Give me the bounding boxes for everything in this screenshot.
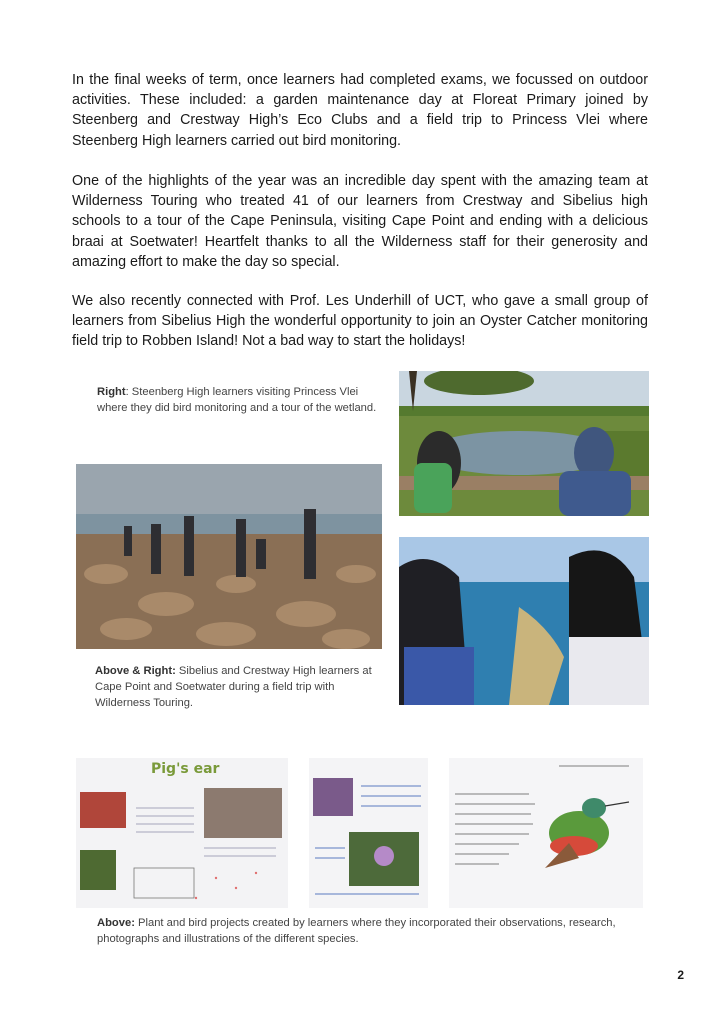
photo-rocky-shore bbox=[76, 464, 382, 649]
caption-princess-vlei bbox=[97, 384, 382, 416]
poster-sunbird-illustration bbox=[449, 758, 643, 908]
wilderness-paragraph: One of the highlights of the year was an incredible day spent with the amazing team at Wilderness Touring who treated 41 of our learners from Crestway and Sibelius high schools to a tour of the Cape Peninsula, visiting Cape Point and ending with a delicious braai at Soetwater! Heartfelt thanks to all the Wilderness staff for their generosity and amazing effort to make the day so special. bbox=[72, 173, 648, 270]
robben-island-paragraph: We also recently connected with Prof. Les Underhill of UCT, who gave a small group of learners from Sibelius High the wonderful opportunity to join an Oyster Catcher monitoring field trip to Robben Island! Not a bad way to start the holidays! bbox=[72, 293, 648, 350]
poster-flower-project bbox=[309, 758, 428, 908]
poster-title: Pig's ear bbox=[151, 761, 220, 777]
poster-pigs-ear bbox=[76, 758, 288, 908]
caption-projects bbox=[97, 915, 652, 947]
caption-text: : Steenberg High learners visiting Princess Vlei where they did bird monitoring and a tour of the wetland. bbox=[97, 386, 377, 414]
caption-label: Right bbox=[97, 386, 126, 398]
caption-label: Above & Right: bbox=[95, 665, 176, 677]
intro-paragraph: In the final weeks of term, once learners had completed exams, we focussed on outdoor activities. These included: a garden maintenance day at Floreat Primary joined by Steenberg and Crestway High’s Eco Clubs and a field trip to Princess Vlei where Steenberg High learners carried out bird monitoring. bbox=[72, 72, 648, 149]
photo-cape-point bbox=[399, 537, 649, 705]
caption-text: Plant and bird projects created by learners where they incorporated their observations, research, photographs and illustrations of the different species. bbox=[97, 917, 616, 945]
caption-cape-point bbox=[95, 663, 385, 711]
caption-text: Sibelius and Crestway High learners at Cape Point and Soetwater during a field trip with Wilderness Touring. bbox=[95, 665, 372, 709]
photo-princess-vlei bbox=[399, 371, 649, 516]
page-number: 2 bbox=[677, 968, 684, 982]
caption-label: Above: bbox=[97, 917, 135, 929]
